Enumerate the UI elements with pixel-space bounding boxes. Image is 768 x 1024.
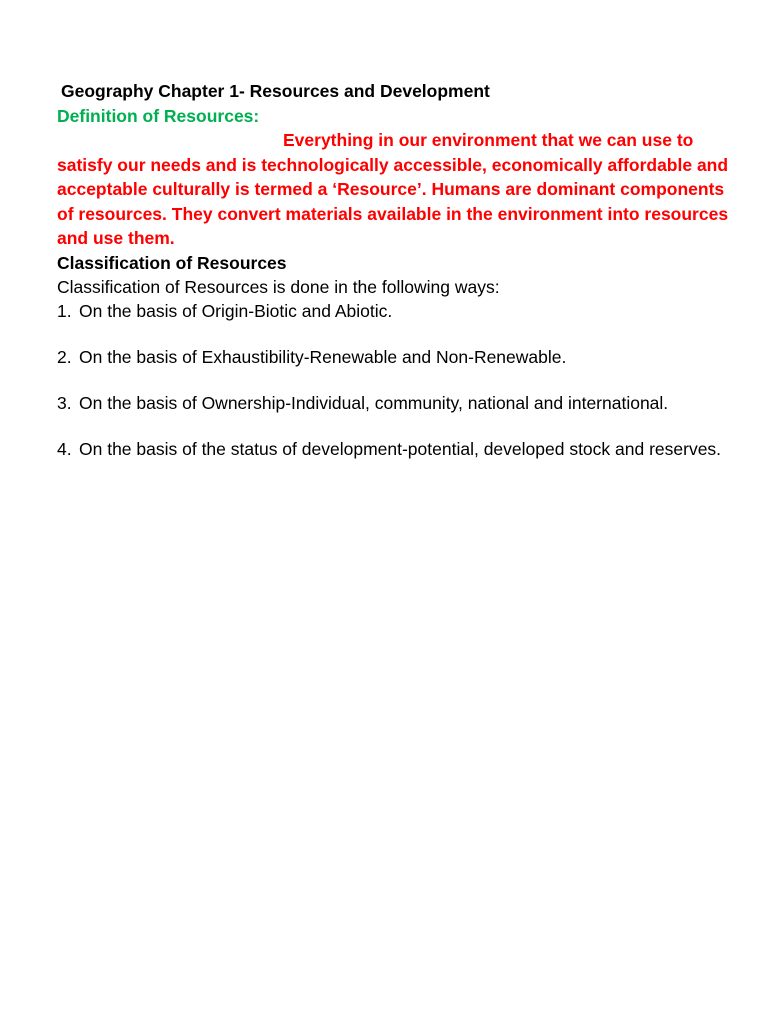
list-item-number: 4. — [57, 439, 72, 459]
list-item — [57, 345, 737, 370]
definition-line: Everything in our environment that we can use to — [283, 130, 694, 150]
classification-heading: Classification of Resources — [57, 253, 287, 273]
list-item-text: On the basis of Ownership-Individual, community, national and international. — [79, 393, 669, 413]
definition-line: acceptable culturally is termed a ‘Resource’. Humans are dominant components — [57, 179, 725, 200]
list-item-number: 2. — [57, 347, 72, 367]
list-item — [57, 299, 737, 324]
definition-paragraph — [57, 128, 737, 251]
list-item — [57, 437, 737, 462]
list-item-number: 1. — [57, 301, 72, 321]
list-item-text: On the basis of Exhaustibility-Renewable and Non-Renewable. — [79, 347, 567, 367]
classification-list — [57, 299, 737, 483]
list-item-text: On the basis of the status of development-potential, developed stock and reserves. — [79, 439, 722, 459]
definition-line: of resources. They convert materials available in the environment into resources — [57, 203, 729, 224]
page-title: Geography Chapter 1- Resources and Development — [61, 81, 490, 101]
definition-heading: Definition of Resources: — [57, 106, 260, 126]
list-item — [57, 391, 737, 416]
definition-line: satisfy our needs and is technologically accessible, economically affordable and — [57, 154, 729, 175]
list-item-text: On the basis of Origin-Biotic and Abiotic. — [79, 301, 393, 321]
classification-intro: Classification of Resources is done in the following ways: — [57, 277, 500, 297]
list-item-number: 3. — [57, 393, 72, 413]
definition-line: and use them. — [57, 228, 175, 249]
